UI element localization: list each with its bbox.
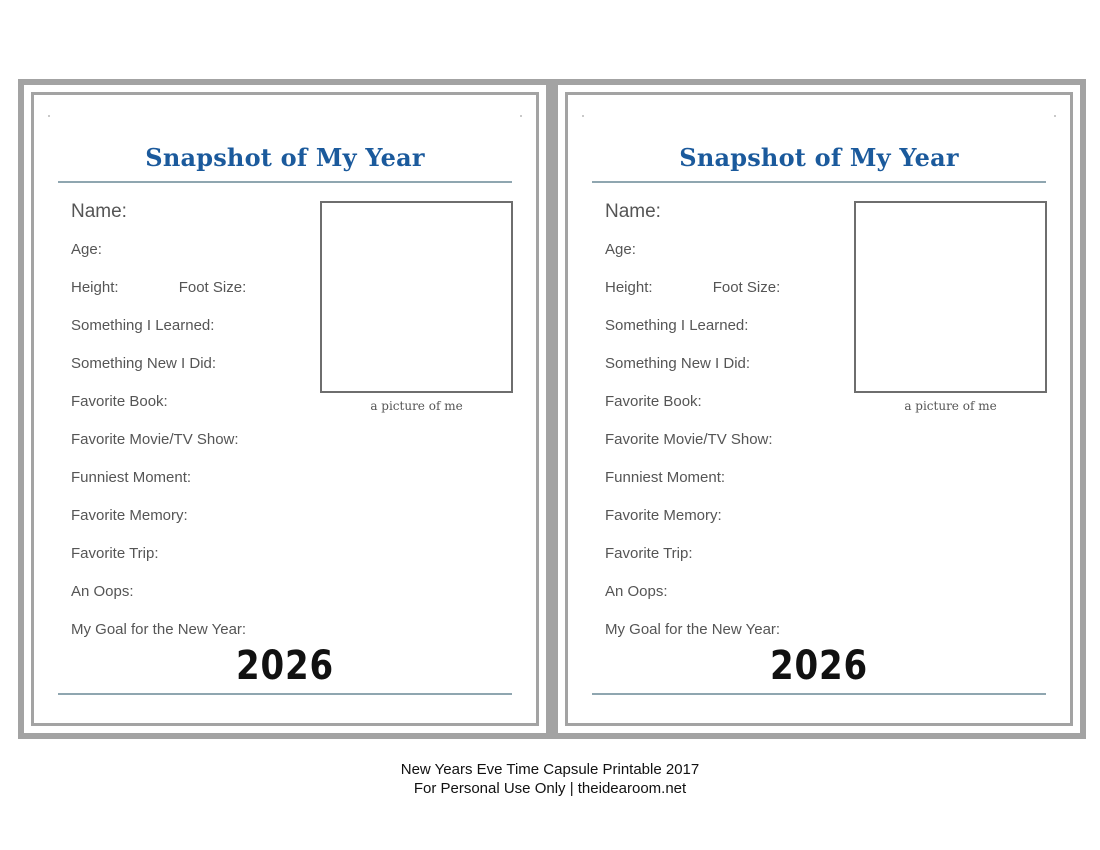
field-list [605,193,865,649]
field-goal: My Goal for the New Year: [605,621,781,638]
field-age: Age: [605,241,636,258]
card-title: Snapshot of My Year [145,143,425,172]
field-name: Name: [71,201,127,222]
bottom-divider [58,693,512,695]
page-footer [0,760,1100,798]
card-inner-frame [565,92,1073,726]
field-favorite-memory: Favorite Memory: [71,507,188,524]
field-foot-size: Foot Size: [712,279,781,296]
field-height-foot [71,269,331,307]
bottom-divider [592,693,1046,695]
field-favorite-movie: Favorite Movie/TV Show: [71,431,239,448]
field-an-oops: An Oops: [71,583,134,600]
field-something-new: Something New I Did: [605,355,751,372]
photo-box [320,201,513,393]
field-something-learned: Something I Learned: [71,317,215,334]
title-divider [592,181,1046,183]
title-divider [58,181,512,183]
photo-caption: a picture of me [904,399,997,413]
field-funniest-moment: Funniest Moment: [605,469,726,486]
field-favorite-trip: Favorite Trip: [71,545,159,562]
field-foot-size: Foot Size: [178,279,247,296]
field-height-foot [605,269,865,307]
field-height: Height: [605,279,653,296]
field-something-learned: Something I Learned: [605,317,749,334]
card-title: Snapshot of My Year [679,143,959,172]
field-goal: My Goal for the New Year: [71,621,247,638]
year-label: 2026 [769,643,869,689]
field-list [71,193,331,649]
photo-caption: a picture of me [370,399,463,413]
snapshot-card-right [552,79,1086,739]
footer-line-credit: For Personal Use Only | theidearoom.net [413,780,687,797]
field-favorite-memory: Favorite Memory: [605,507,722,524]
card-inner-frame [31,92,539,726]
field-height: Height: [71,279,119,296]
corner-mark [582,115,584,117]
field-favorite-movie: Favorite Movie/TV Show: [605,431,773,448]
field-something-new: Something New I Did: [71,355,217,372]
footer-line-title: New Years Eve Time Capsule Printable 2017 [400,761,700,778]
field-funniest-moment: Funniest Moment: [71,469,192,486]
snapshot-card-left [18,79,552,739]
field-favorite-book: Favorite Book: [71,393,168,410]
field-favorite-trip: Favorite Trip: [605,545,693,562]
field-an-oops: An Oops: [605,583,668,600]
corner-mark [1054,115,1056,117]
field-name: Name: [605,201,661,222]
year-label: 2026 [235,643,335,689]
corner-mark [520,115,522,117]
field-age: Age: [71,241,102,258]
field-favorite-book: Favorite Book: [605,393,702,410]
photo-box [854,201,1047,393]
corner-mark [48,115,50,117]
